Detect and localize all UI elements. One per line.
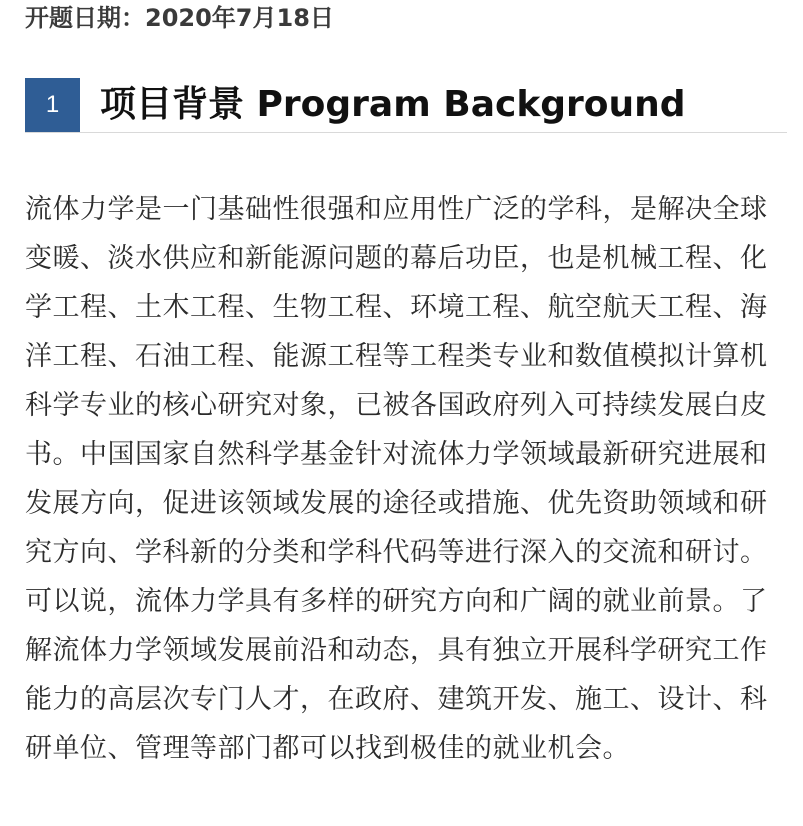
section-title: 项目背景 Program Background xyxy=(100,84,686,125)
section-header xyxy=(25,78,787,133)
section-number-badge: 1 xyxy=(25,78,80,132)
background-paragraph: 流体力学是一门基础性很强和应用性广泛的学科，是解决全球变暖、淡水供应和新能源问题的幕后功臣，也是机械工程、化学工程、土木工程、生物工程、环境工程、航空航天工程、海洋工程、石油工程、能源工程等工程类专业和数值模拟计算机科学专业的核心研究对象，已被各国政府列入可持续发展白皮书。中国国家自然科学基金针对流体力学领域最新研究进展和发展方向，促进该领域发展的途径或措施、优先资助领域和研究方向、学科新的分类和学科代码等进行深入的交流和研讨。可以说，流体力学具有多样的研究方向和广阔的就业前景。了解流体力学领域发展前沿和动态，具有独立开展科学研究工作能力的高层次专门人才，在政府、建筑开发、施工、设计、科研单位、管理等部门都可以找到极佳的就业机会。 xyxy=(25,194,768,764)
start-date-line: 开题日期：2020年7月18日 xyxy=(25,4,334,32)
